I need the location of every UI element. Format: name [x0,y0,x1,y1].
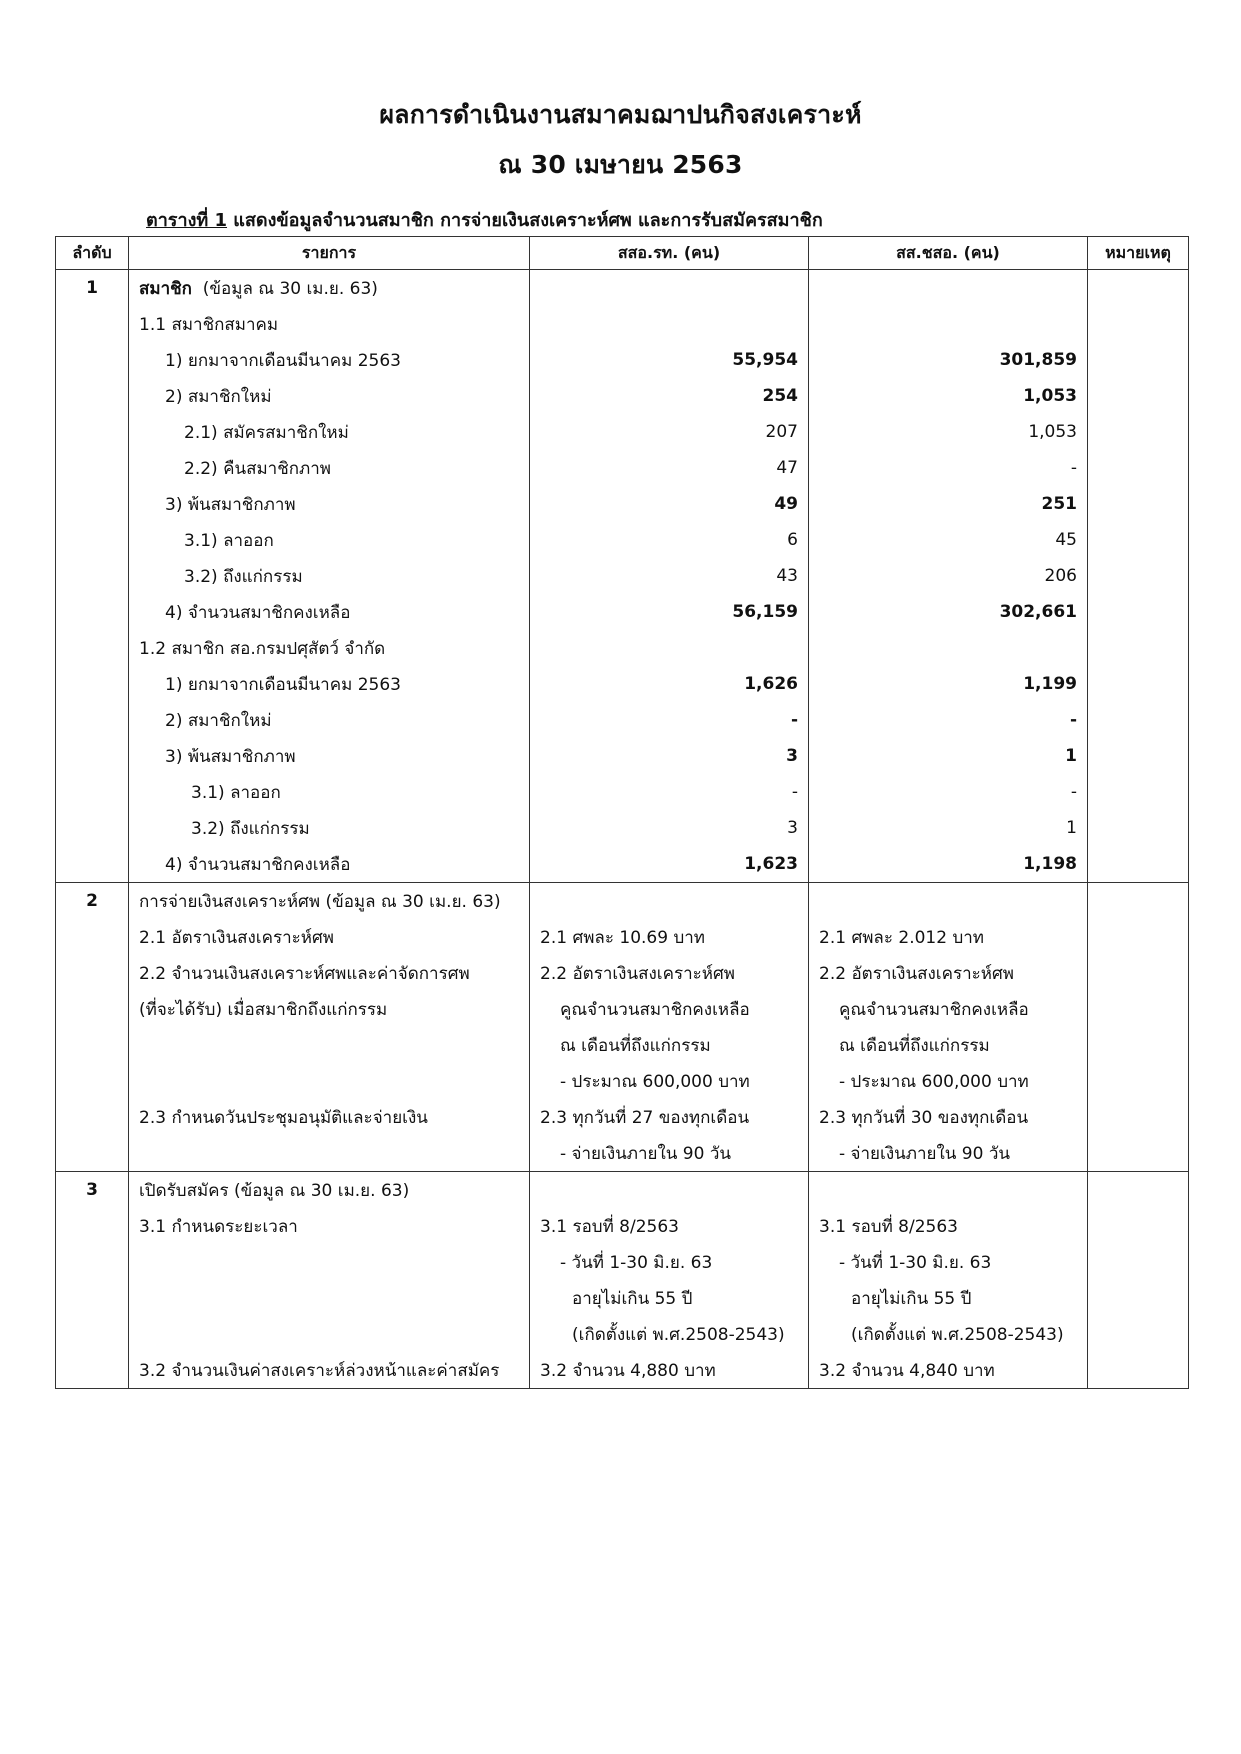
item-label: 2) สมาชิกใหม่ [129,702,530,738]
table-row [56,558,1189,594]
value-sschso: คูณจำนวนสมาชิกคงเหลือ [809,991,1088,1027]
value-ssort: (เกิดตั้งแต่ พ.ศ.2508-2543) [530,1316,809,1352]
item-label: 2.2 จำนวนเงินสงเคราะห์ศพและค่าจัดการศพ [129,955,530,991]
value-sschso: 2.2 อัตราเงินสงเคราะห์ศพ [809,955,1088,991]
item-label: 3) พ้นสมาชิกภาพ [129,738,530,774]
table-row [56,1244,1189,1280]
item-label: 1) ยกมาจากเดือนมีนาคม 2563 [129,666,530,702]
table-row [56,955,1189,991]
item-label: 3) พ้นสมาชิกภาพ [129,486,530,522]
table-row [56,378,1189,414]
table-row [56,738,1189,774]
value-sschso: 45 [809,522,1088,558]
value-ssort: 56,159 [530,594,809,630]
table-row [56,306,1189,342]
item-label: 1) ยกมาจากเดือนมีนาคม 2563 [129,342,530,378]
value-sschso: - ประมาณ 600,000 บาท [809,1063,1088,1099]
value-ssort: 55,954 [530,342,809,378]
value-sschso: ณ เดือนที่ถึงแก่กรรม [809,1027,1088,1063]
value-sschso: 1,053 [809,414,1088,450]
value-sschso: - วันที่ 1-30 มิ.ย. 63 [809,1244,1088,1280]
item-label [129,1280,530,1316]
section-3-title-row [56,1172,1189,1209]
header-remark: หมายเหตุ [1088,237,1189,270]
document-date: ณ 30 เมษายน 2563 [498,150,743,179]
item-label: 4) จำนวนสมาชิกคงเหลือ [129,846,530,883]
value-sschso: (เกิดตั้งแต่ พ.ศ.2508-2543) [809,1316,1088,1352]
document-title: ผลการดำเนินงานสมาคมฌาปนกิจสงเคราะห์ [379,100,862,129]
value-sschso: - [809,702,1088,738]
item-label [129,1135,530,1172]
section-title-bold: สมาชิก [139,278,192,299]
header-item: รายการ [129,237,530,270]
table-caption-text: แสดงข้อมูลจำนวนสมาชิก การจ่ายเงินสงเคราะห์ศพ และการรับสมัครสมาชิก [227,210,823,231]
value-sschso: 251 [809,486,1088,522]
section-title [129,270,530,307]
table-row [56,1208,1189,1244]
section-title: เปิดรับสมัคร (ข้อมูล ณ 30 เม.ย. 63) [129,1172,530,1209]
value-sschso: อายุไม่เกิน 55 ปี [809,1280,1088,1316]
table-row [56,630,1189,666]
value-ssort: 6 [530,522,809,558]
value-sschso: 1,199 [809,666,1088,702]
value-sschso: 3.1 รอบที่ 8/2563 [809,1208,1088,1244]
value-ssort [530,306,809,342]
table-row [56,846,1189,883]
member-data-table [55,236,1189,1389]
item-label: 3.2) ถึงแก่กรรม [129,558,530,594]
table-row [56,810,1189,846]
value-ssort: 49 [530,486,809,522]
item-label [129,1027,530,1063]
table-row [56,1316,1189,1352]
item-label: 2.1 อัตราเงินสงเคราะห์ศพ [129,919,530,955]
value-sschso: 206 [809,558,1088,594]
table-caption [146,205,823,234]
table-row [56,702,1189,738]
section-number: 1 [56,270,129,307]
value-ssort: - [530,702,809,738]
table-row [56,1063,1189,1099]
value-ssort: คูณจำนวนสมาชิกคงเหลือ [530,991,809,1027]
item-label [129,1244,530,1280]
value-ssort: - วันที่ 1-30 มิ.ย. 63 [530,1244,809,1280]
value-ssort: 1,623 [530,846,809,883]
section-number: 2 [56,883,129,920]
item-label: 3.1) ลาออก [129,774,530,810]
value-sschso: 302,661 [809,594,1088,630]
table-row [56,1027,1189,1063]
table-row [56,342,1189,378]
value-ssort: 47 [530,450,809,486]
value-sschso: 3.2 จำนวน 4,840 บาท [809,1352,1088,1389]
item-label: 3.2 จำนวนเงินค่าสงเคราะห์ล่วงหน้าและค่าสมัคร [129,1352,530,1389]
value-ssort [530,630,809,666]
item-label: 1.2 สมาชิก สอ.กรมปศุสัตว์ จำกัด [129,630,530,666]
value-ssort: - [530,774,809,810]
value-ssort: ณ เดือนที่ถึงแก่กรรม [530,1027,809,1063]
value-ssort: 3 [530,738,809,774]
table-row [56,991,1189,1027]
value-sschso [809,306,1088,342]
item-label [129,1063,530,1099]
section-1-title-row [56,270,1189,307]
value-sschso: - [809,774,1088,810]
value-ssort: - จ่ายเงินภายใน 90 วัน [530,1135,809,1172]
value-sschso: 2.3 ทุกวันที่ 30 ของทุกเดือน [809,1099,1088,1135]
table-row [56,486,1189,522]
value-sschso: 1,198 [809,846,1088,883]
item-label: (ที่จะได้รับ) เมื่อสมาชิกถึงแก่กรรม [129,991,530,1027]
header-sschso: สส.ชสอ. (คน) [809,237,1088,270]
table-row [56,1352,1189,1389]
item-label: 3.2) ถึงแก่กรรม [129,810,530,846]
table-row [56,450,1189,486]
value-sschso: 1 [809,738,1088,774]
item-label [129,1316,530,1352]
value-ssort: 3 [530,810,809,846]
item-label: 3.1) ลาออก [129,522,530,558]
value-ssort: 3.2 จำนวน 4,880 บาท [530,1352,809,1389]
table-row [56,1135,1189,1172]
item-label: 3.1 กำหนดระยะเวลา [129,1208,530,1244]
value-ssort: 43 [530,558,809,594]
value-ssort: อายุไม่เกิน 55 ปี [530,1280,809,1316]
table-row [56,666,1189,702]
value-sschso: - [809,450,1088,486]
item-label: 4) จำนวนสมาชิกคงเหลือ [129,594,530,630]
value-ssort: 2.2 อัตราเงินสงเคราะห์ศพ [530,955,809,991]
section-title: การจ่ายเงินสงเคราะห์ศพ (ข้อมูล ณ 30 เม.ย. 63) [129,883,530,920]
value-ssort: 2.1 ศพละ 10.69 บาท [530,919,809,955]
value-ssort: 207 [530,414,809,450]
value-sschso: 1,053 [809,378,1088,414]
table-row [56,594,1189,630]
table-row [56,1099,1189,1135]
section-2-title-row [56,883,1189,920]
value-ssort: - ประมาณ 600,000 บาท [530,1063,809,1099]
table-header-row [56,237,1189,270]
table-caption-label: ตารางที่ 1 [146,210,228,231]
value-ssort: 3.1 รอบที่ 8/2563 [530,1208,809,1244]
header-ssort: สสอ.รท. (คน) [530,237,809,270]
value-sschso [809,630,1088,666]
value-sschso: 301,859 [809,342,1088,378]
value-sschso: 2.1 ศพละ 2.012 บาท [809,919,1088,955]
value-ssort: 2.3 ทุกวันที่ 27 ของทุกเดือน [530,1099,809,1135]
item-label: 2) สมาชิกใหม่ [129,378,530,414]
section-number: 3 [56,1172,129,1209]
header-order: ลำดับ [56,237,129,270]
section-title-note: (ข้อมูล ณ 30 เม.ย. 63) [191,278,378,299]
table-row [56,919,1189,955]
value-sschso: 1 [809,810,1088,846]
item-label: 1.1 สมาชิกสมาคม [129,306,530,342]
table-row [56,774,1189,810]
table-row [56,414,1189,450]
item-label: 2.1) สมัครสมาชิกใหม่ [129,414,530,450]
value-ssort: 1,626 [530,666,809,702]
item-label: 2.3 กำหนดวันประชุมอนุมัติและจ่ายเงิน [129,1099,530,1135]
table-row [56,1280,1189,1316]
table-row [56,522,1189,558]
item-label: 2.2) คืนสมาชิกภาพ [129,450,530,486]
value-ssort: 254 [530,378,809,414]
value-sschso: - จ่ายเงินภายใน 90 วัน [809,1135,1088,1172]
